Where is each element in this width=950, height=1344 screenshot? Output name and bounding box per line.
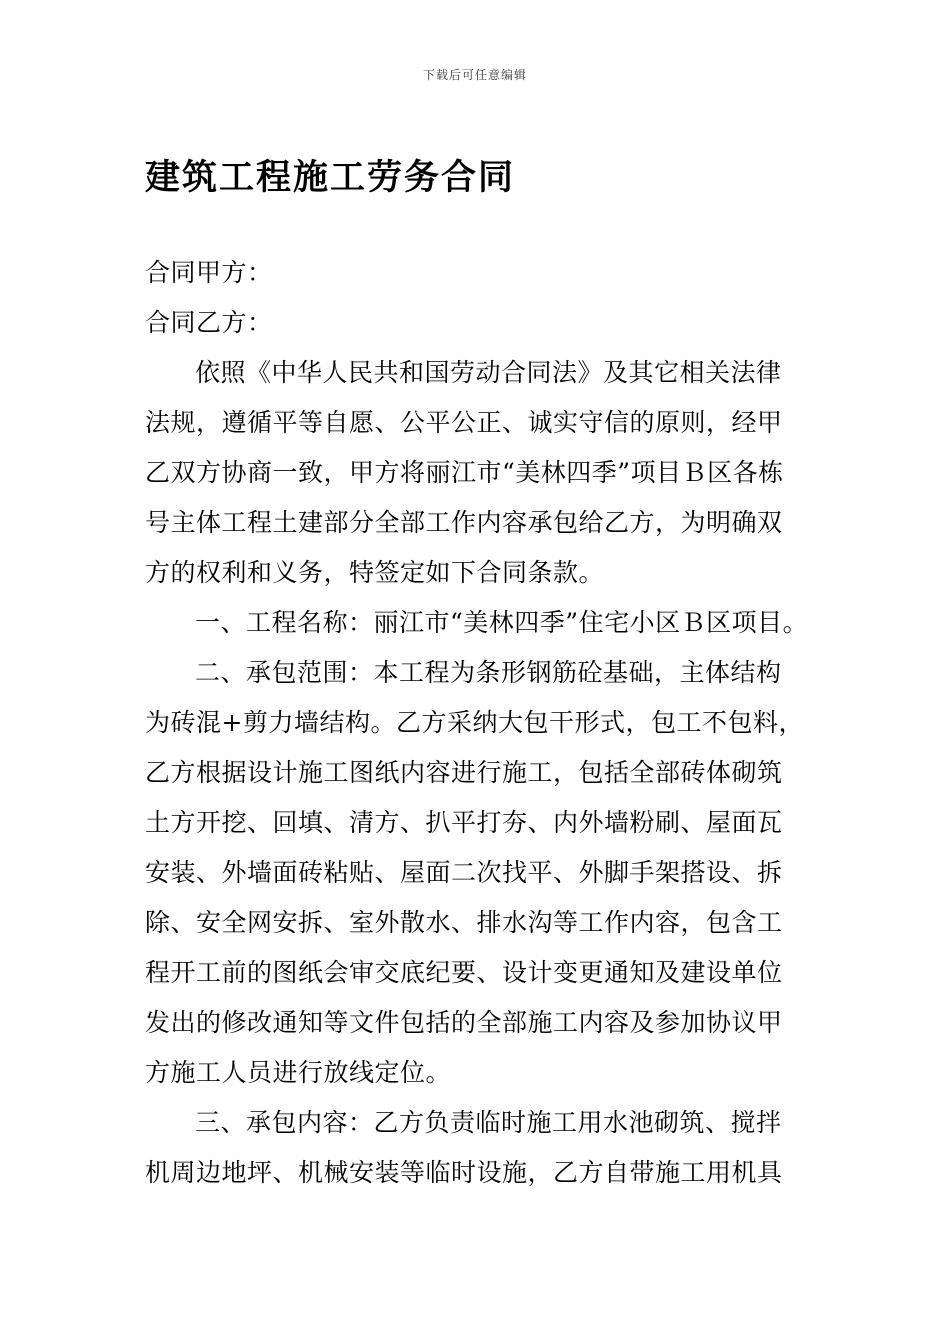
paragraph-line: 方施工人员进行放线定位。 — [145, 1058, 452, 1087]
document-title: 建筑工程施工劳务合同 — [145, 157, 516, 198]
party-a-label: 合同甲方： — [145, 258, 273, 287]
paragraph-line: 为砖混+剪力墙结构。乙方采纳大包干形式，包工不包料， — [145, 708, 804, 737]
paragraph-line: 一、工程名称：丽江市“美林四季”住宅小区Ｂ区项目。 — [195, 608, 809, 637]
paragraph-line: 程开工前的图纸会审交底纪要、设计变更通知及建设单位 — [145, 958, 783, 987]
paragraph-line: 号主体工程土建部分全部工作内容承包给乙方，为明确双 — [145, 508, 783, 537]
clause-contract-content — [145, 1098, 815, 1198]
party-b-label: 合同乙方： — [145, 308, 273, 337]
paragraph-line: 机周边地坪、机械安装等临时设施，乙方自带施工用机具 — [145, 1158, 783, 1187]
paragraph-line: 乙双方协商一致，甲方将丽江市“美林四季”项目Ｂ区各栋 — [145, 458, 784, 487]
clause-project-name — [145, 598, 815, 648]
paragraph-line: 乙方根据设计施工图纸内容进行施工，包括全部砖体砌筑 — [145, 758, 783, 787]
paragraph-line: 发出的修改通知等文件包括的全部施工内容及参加协议甲 — [145, 1008, 783, 1037]
header-note: 下载后可任意编辑 — [422, 68, 527, 82]
paragraph-line: 三、承包内容：乙方负责临时施工用水池砌筑、搅拌 — [195, 1108, 782, 1137]
paragraph-line: 依照《中华人民共和国劳动合同法》及其它相关法律 — [195, 358, 782, 387]
paragraph-line: 二、承包范围：本工程为条形钢筋砼基础，主体结构 — [195, 658, 782, 687]
clause-contract-scope — [145, 648, 815, 1098]
document-body — [145, 248, 815, 1198]
paragraph-line: 安装、外墙面砖粘贴、屋面二次找平、外脚手架搭设、拆 — [145, 858, 783, 887]
paragraph-line: 土方开挖、回填、清方、扒平打夯、内外墙粉刷、屋面瓦 — [145, 808, 783, 837]
paragraph-line: 除、安全网安拆、室外散水、排水沟等工作内容，包含工 — [145, 908, 783, 937]
paragraph-line: 方的权利和义务，特签定如下合同条款。 — [145, 558, 605, 587]
preamble-paragraph — [145, 348, 815, 598]
paragraph-line: 法规，遵循平等自愿、公平公正、诚实守信的原则，经甲 — [145, 408, 783, 437]
